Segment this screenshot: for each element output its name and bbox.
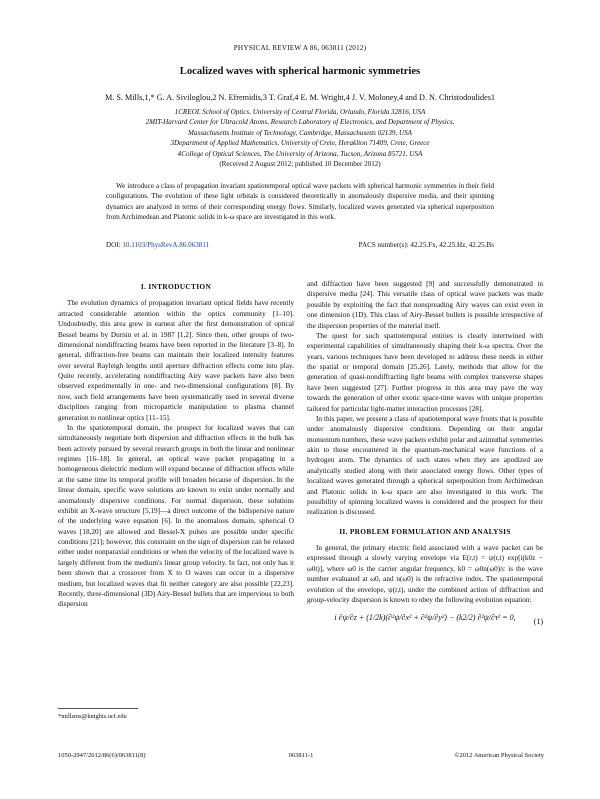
affiliation-1: 1CREOL School of Optics, University of Central Florida, Orlando, Florida 32816, USA — [174, 108, 426, 116]
paragraph: and diffraction have been suggested [9] and successfully demonstrated in dispersive media [24]. This versatile class of optical wave packets was made possible by exploiting the fact that nonspreading Airy waves can exist even in one dimension (1D). This class of Airy-Bessel bullets is possible irrespective of the dispersion properties of the material itself. — [307, 280, 543, 330]
equation-body: i ∂ψ/∂z + (1/2k)(∂²ψ/∂x² + ∂²ψ/∂y²) − (k2/2) ∂²ψ/∂τ² = 0, — [334, 613, 516, 623]
equation-number: (1) — [533, 617, 543, 627]
page-footer — [58, 752, 544, 759]
footer-issn: 1050-2947/2012/86(6)/063811(8) — [58, 752, 146, 759]
author-list: M. S. Mills,1,* G. A. Siviloglou,2 N. Efremidis,3 T. Graf,4 E. M. Wright,4 J. V. Moloney,4 and D. N. Christodoulides1 — [104, 93, 496, 102]
pacs-numbers: PACS number(s): 42.25.Fx, 42.25.Hz, 42.25.Bs — [358, 241, 494, 249]
doi-line — [106, 241, 494, 249]
paragraph: The quest for such spatiotemporal entities is clearly intertwined with experimental capabilities of simultaneously shaping their k-ω spectra. Over the years, various techniques have been developed to address these needs in either the spatial or temporal domain [25,26]. Lately, methods that allow for the generation of quasi-nondiffracting light beams with complex transverse shapes have been suggested [27]. Further progress in this area may pave the way towards the generation of other exotic space-time waves with unique properties tailored for particular light-matter interaction processes [28]. — [307, 331, 543, 413]
paragraph: The evolution dynamics of propagation invariant optical fields have recently attracted considerable attention within the optics community [1–10]. Undoubtedly, this area grew in earnest after the first demonstration of optical Bessel beams by Durnin et al. in 1987 [1,2]. Since then, other groups of two-dimensional nondiffracting beams have been reported in the literature [3–8]. In general, diffraction-free beams can maintain their localized intensity features over several Rayleigh lengths until aperture diffraction effects come into play. Quite recently, accelerating nondiffracting Airy wave packets have also been observed experimentally in one- and two-dimensional configurations [8]. By now, such field arrangements have been systematically used in several diverse disciplines ranging from microparticle manipulation to plasma channel generation to nonlinear optics [11–15]. — [58, 299, 294, 422]
paragraph: In the spatiotemporal domain, the prospect for localized waves that can simultaneously negotiate both dispersion and diffraction effects in the bulk has been actively pursued by several research groups in both the linear and nonlinear regimes [16–18]. In general, an optical wave packet propagating in a homogeneous dielectric medium will expand because of diffraction effects while at the same time its temporal profile will broaden because of dispersion. In the linear domain, specific wave solutions are known to exist under normally and anomalously dispersive conditions. For normal dispersion, these solutions exhibit an X-wave structure [5,19]—a direct outcome of the bidispersive nature of the underlying wave equation [6]. In the anomalous domain, spherical O waves [18,20] are allowed and Bessel-X pulses are possible under specific conditions [21]; however, this constraint on the sign of dispersion can be relaxed either under nonparaxial conditions or when the velocity of the localized wave is largely different from the medium's linear group velocity. In fact, not only has it been shown that a crossover from X to O waves can occur in a dispersive medium, but localized waves that fit neither category are also possible [22,23]. Recently, three-dimensional (3D) Airy-Bessel bullets that are impervious to both dispersion — [58, 423, 294, 609]
right-column — [307, 279, 543, 635]
affiliation-2: 2MIT-Harvard Center for Ultracold Atoms, Research Laboratory of Electronics, and Department of Physics, — [145, 118, 455, 127]
affiliations — [40, 107, 560, 169]
footer-copyright: ©2012 American Physical Society — [454, 752, 544, 759]
equation-1 — [307, 613, 543, 635]
footer-page-number: 063811-1 — [288, 752, 314, 759]
paper-title: Localized waves with spherical harmonic symmetries — [179, 66, 421, 77]
footnote-divider — [58, 708, 138, 709]
doi-label: DOI: — [106, 241, 121, 249]
section-heading-formulation: II. PROBLEM FORMULATION AND ANALYSIS — [339, 526, 511, 536]
doi-link[interactable]: 10.1103/PhysRevA.86.063811 — [122, 241, 210, 249]
received-dates: (Received 2 August 2012; published 10 December 2012) — [219, 160, 381, 169]
journal-header: PHYSICAL REVIEW A 86, 063811 (2012) — [233, 44, 367, 52]
abstract: We introduce a class of propagation invariant spatiotemporal optical wave packets with spherical harmonic symmetries in their field configurations. The evolution of these light orbitals is considered theoretically in anomalously dispersive media, and their spinning dynamics are analyzed in terms of their corresponding energy flows. Similarly, localized waves generated via spherical superposition from Archimedean and Platonic solids in k-ω space are investigated in this work. — [106, 182, 494, 221]
paragraph: In this paper, we present a class of spatiotemporal wave fronts that is possible under anomalously dispersive conditions. Depending on their angular momentum numbers, these wave packets exhibit polar and azimuthal symmetries akin to those encountered in the quantum-mechanical wave functions of a hydrogen atom. The dynamics of such states when they are apodized are analytically studied along with their associated energy flows. Other types of localized waves generated through a spherical superposition from Archimedean and Platonic solids in k-ω space are also investigated in this work. The possibility of spinning localized waves is considered and the prospect for their realization is discussed. — [307, 414, 543, 517]
affiliation-2-cont: Massachusetts Institute of Technology, Cambridge, Massachusetts 02139, USA — [188, 128, 412, 137]
left-column — [58, 279, 294, 610]
paragraph: In general, the primary electric field associated with a wave packet can be expressed through a slowly varying envelope via E(r,t) = ψ(r,t) exp[i(k0z − ω0t)], where ω0 is the carrier angular frequency, k0 = ω0n(ω0)/c is the wave number evaluated at ω0, and n(ω0) is the refractive index. The spatiotemporal evolution of the envelope, ψ(r,t), under the combined action of diffraction and group-velocity dispersion is known to obey the following evolution equation: — [307, 544, 543, 604]
section-heading-introduction: I. INTRODUCTION — [140, 282, 212, 291]
corresponding-author-email[interactable]: *millsms@knights.ucf.edu — [58, 713, 127, 720]
affiliation-4: 4College of Optical Sciences, The University of Arizona, Tucson, Arizona 85721, USA — [177, 149, 423, 158]
affiliation-3: 3Department of Applied Mathematics, University of Crete, Heraklion 71409, Crete, Greece — [170, 139, 430, 148]
